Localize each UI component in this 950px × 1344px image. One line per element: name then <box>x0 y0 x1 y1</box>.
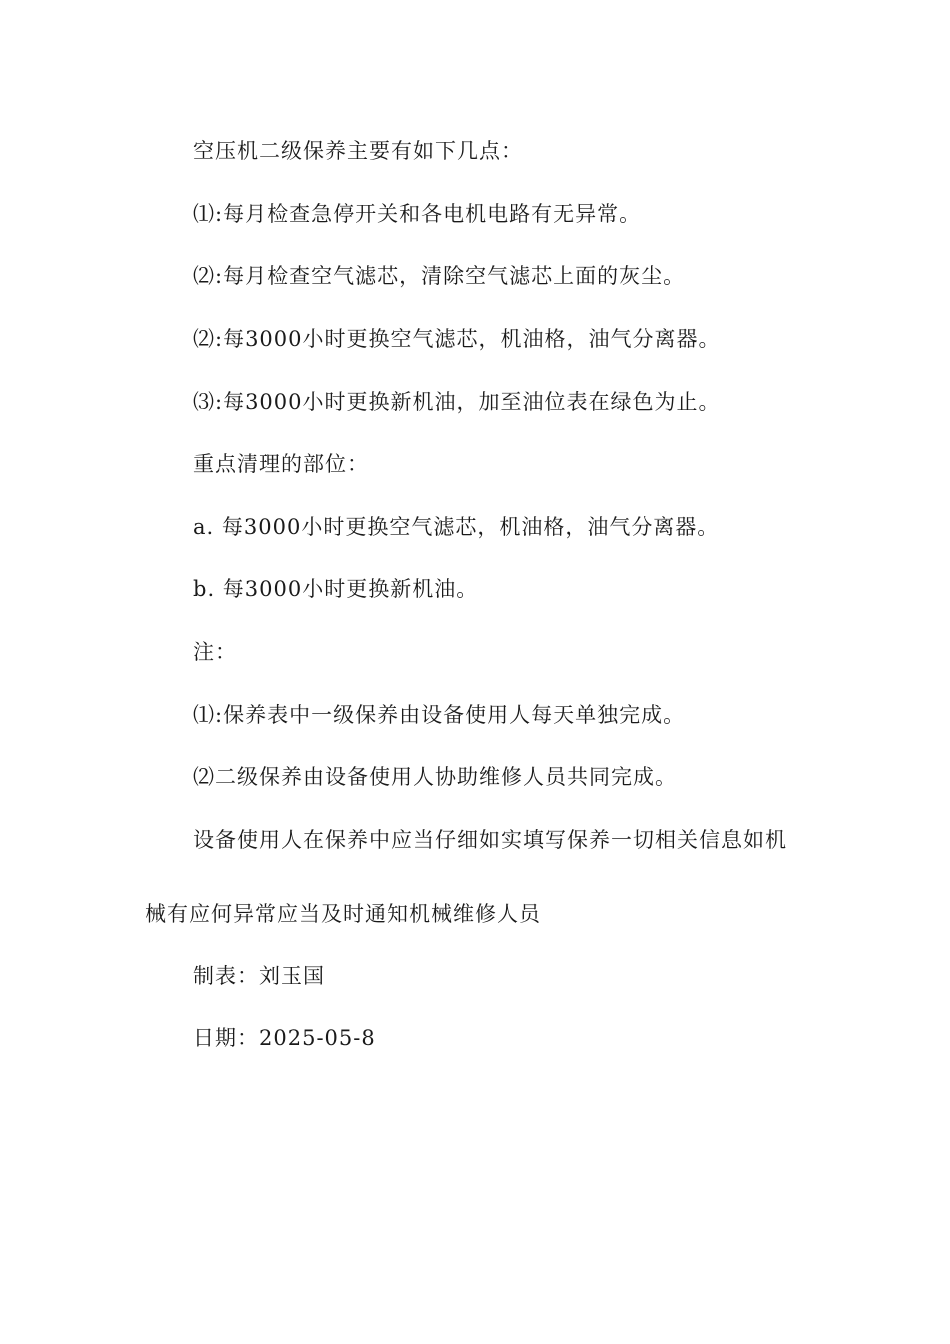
note-1: ⑴:保养表中一级保养由设备使用人每天单独完成。 <box>193 703 686 727</box>
note-heading: 注： <box>193 640 237 664</box>
key-part-b: b. 每3000小时更换新机油。 <box>193 577 479 601</box>
note-2: ⑵二级保养由设备使用人协助维修人员共同完成。 <box>193 765 677 789</box>
maintenance-item-2: ⑵:每月检查空气滤芯，清除空气滤芯上面的灰尘。 <box>193 264 686 288</box>
remark-line-1: 设备使用人在保养中应当仔细如实填写保养一切相关信息如机 <box>193 828 787 852</box>
remark-line-2: 械有应何异常应当及时通知机械维修人员 <box>145 902 541 926</box>
prepared-by: 制表：刘玉国 <box>193 964 325 988</box>
maintenance-item-3: ⑵:每3000小时更换空气滤芯，机油格，油气分离器。 <box>193 327 721 351</box>
key-part-a: a. 每3000小时更换空气滤芯，机油格，油气分离器。 <box>193 515 720 539</box>
maintenance-item-1: ⑴:每月检查急停开关和各电机电路有无异常。 <box>193 202 642 226</box>
section-heading: 空压机二级保养主要有如下几点： <box>193 139 523 163</box>
document-date: 日期：2025-05-8 <box>193 1026 376 1050</box>
key-parts-heading: 重点清理的部位： <box>193 452 369 476</box>
maintenance-item-4: ⑶:每3000小时更换新机油，加至油位表在绿色为止。 <box>193 390 721 414</box>
